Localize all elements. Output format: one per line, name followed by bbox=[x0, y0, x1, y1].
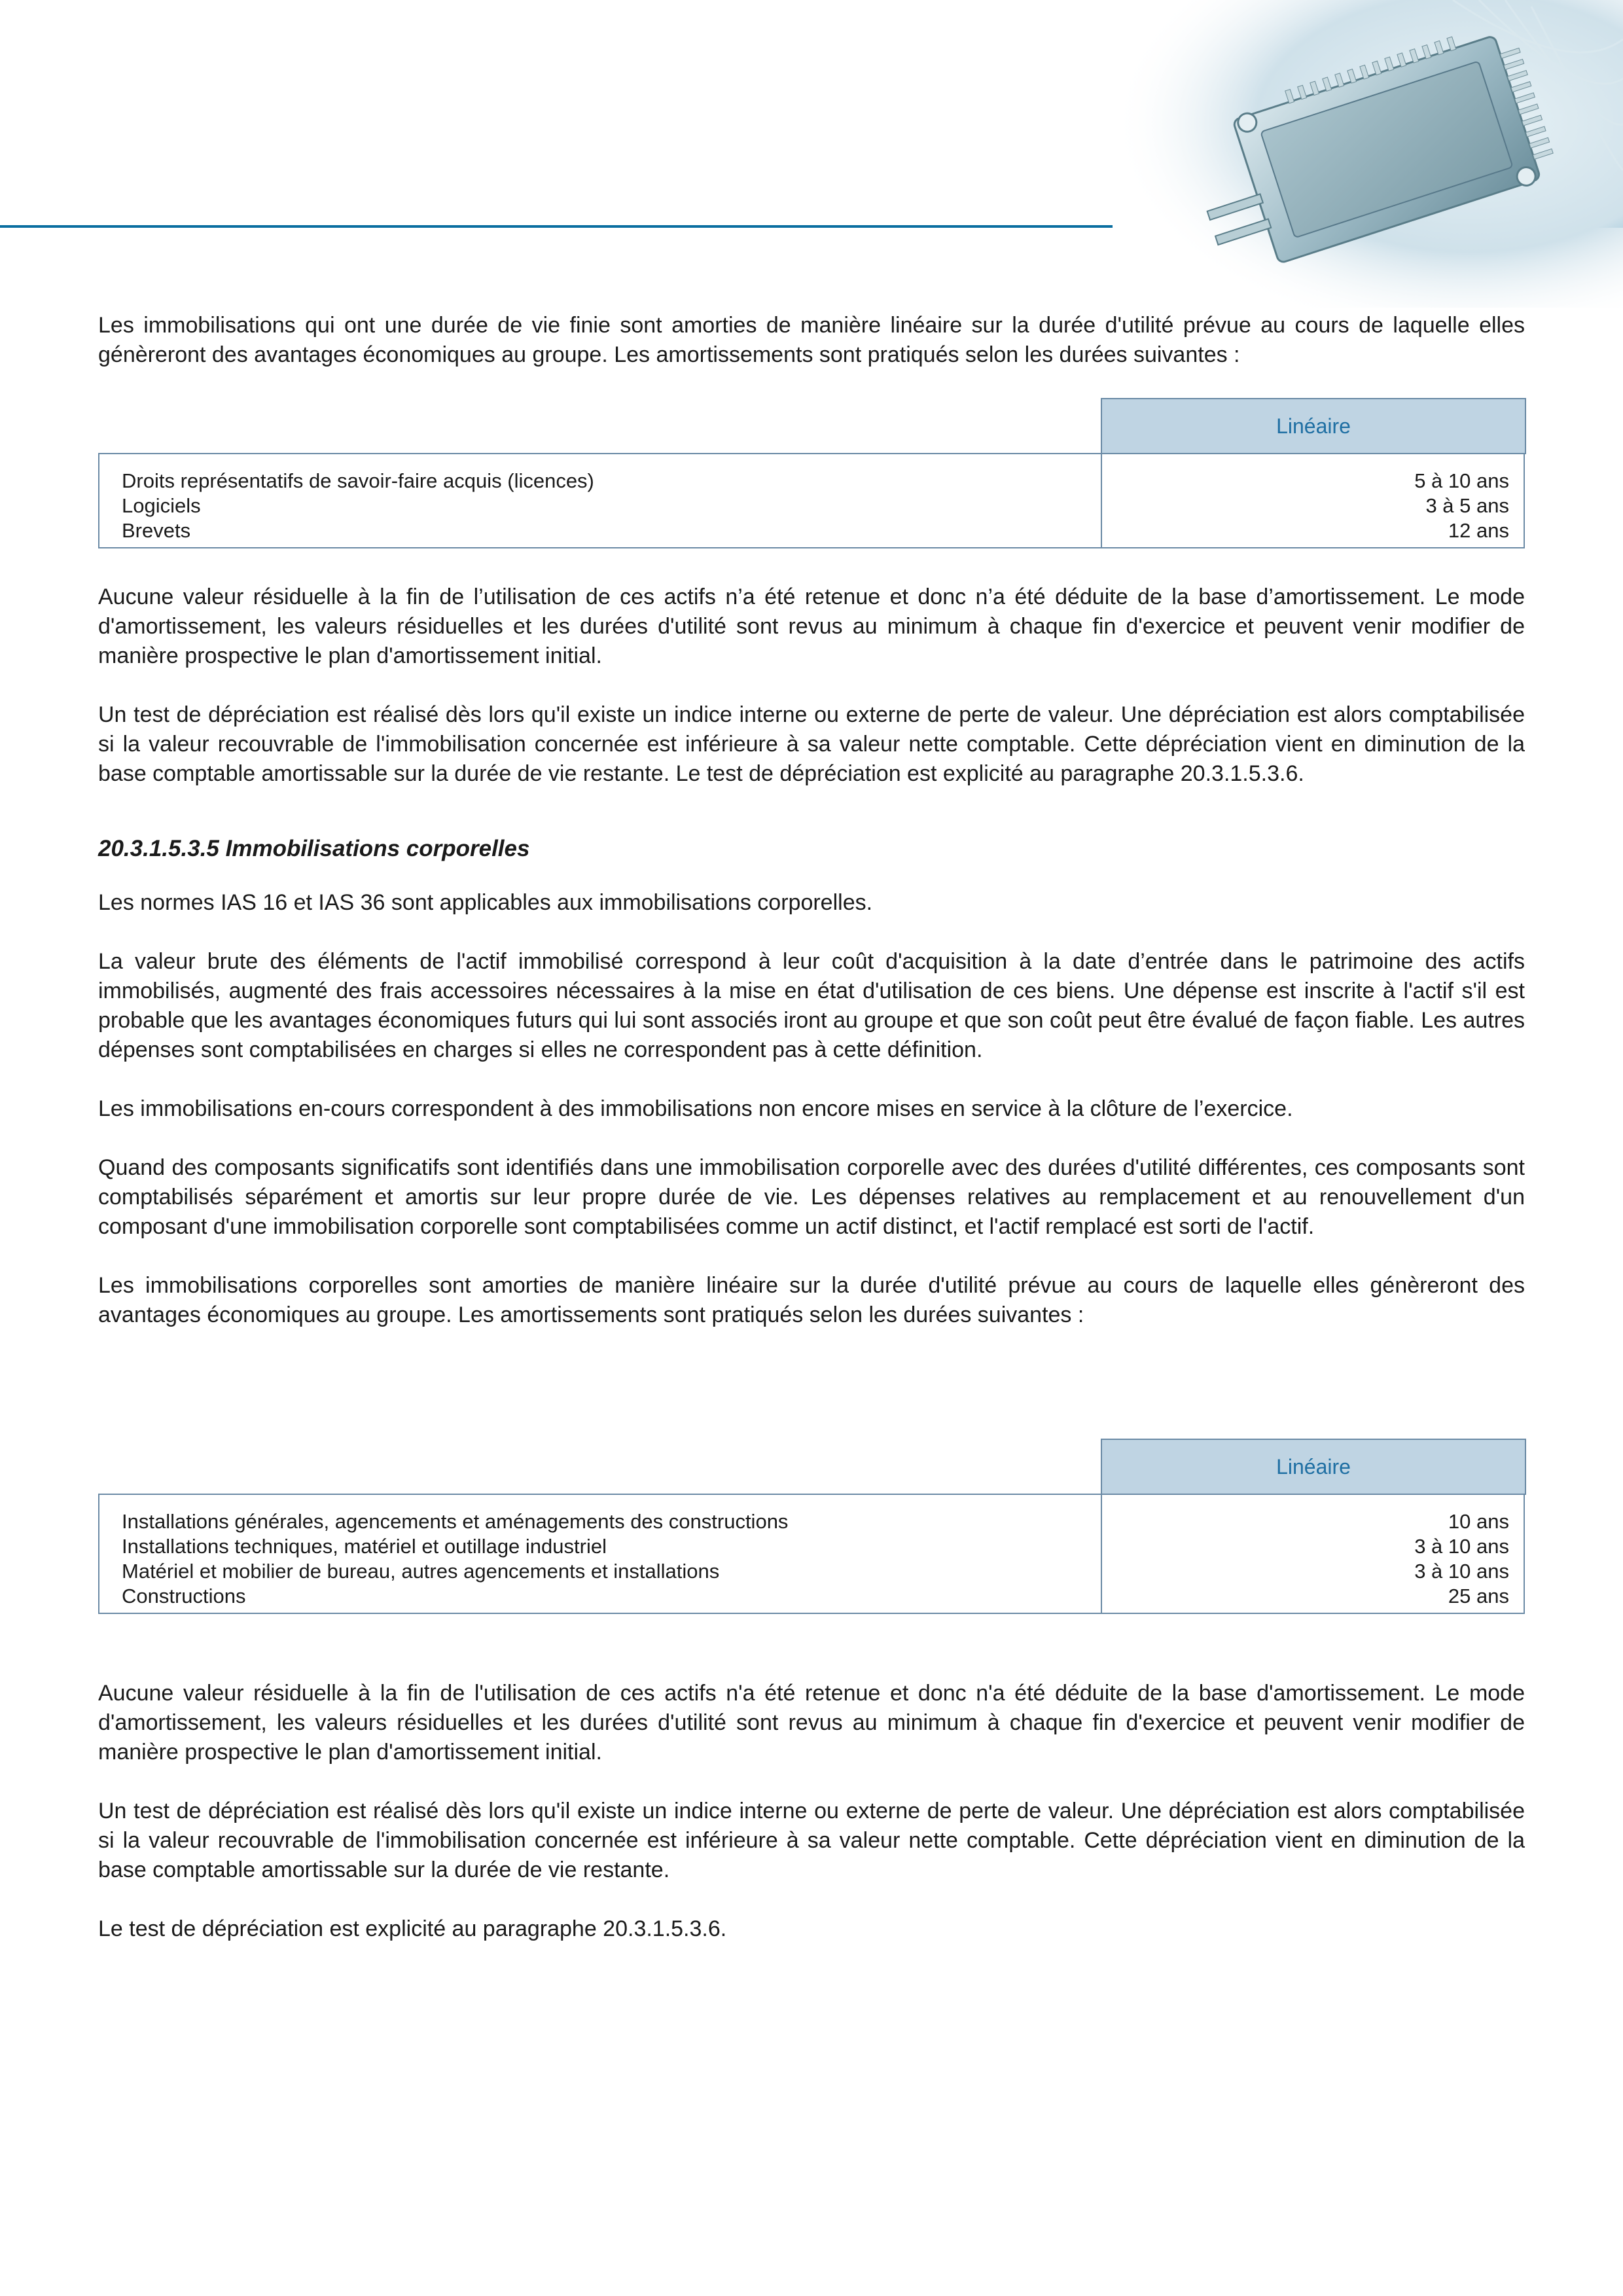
table-row-label: Matériel et mobilier de bureau, autres agencements et installations bbox=[122, 1560, 720, 1583]
table-body bbox=[98, 453, 1525, 548]
table-row-value: 3 à 5 ans bbox=[1425, 494, 1509, 517]
column-divider bbox=[1101, 454, 1102, 547]
components-paragraph: Quand des composants significatifs sont identifiés dans une immobilisation corporelle avec des durées d'utilité différentes, ces composants sont comptabilisés séparément et amortis sur leur propre durée de vie. Les dépenses relatives au remplacement et au renouvellement d'un composant d'une immobilisation corporelle sont comptabilisées comme un actif distinct, et l'actif remplacé est sorti de l'actif. bbox=[98, 1155, 1525, 1239]
table-body bbox=[98, 1494, 1525, 1614]
table-row-value: 25 ans bbox=[1448, 1585, 1509, 1607]
table-labels bbox=[122, 469, 594, 543]
impairment-test-paragraph-2: Un test de dépréciation est réalisé dès lors qu'il existe un indice interne ou externe de perte de valeur. Une dépréciation est alors comptabilisée si la valeur recouvrable de l'immobilisation concernée est inférieure à sa valeur nette comptable. Cette dépréciation vient en diminution de la base comptable amortissable sur la durée de vie restante. bbox=[98, 1799, 1525, 1882]
column-divider bbox=[1101, 1495, 1102, 1613]
table-row-label: Constructions bbox=[122, 1585, 246, 1607]
electronic-module-illustration bbox=[1113, 0, 1623, 308]
table-row-label: Logiciels bbox=[122, 494, 201, 517]
intangible-amortization-table bbox=[98, 398, 1525, 552]
impairment-test-paragraph: Un test de dépréciation est réalisé dès lors qu'il existe un indice interne ou externe de perte de valeur. Une dépréciation est alors comptabilisée si la valeur recouvrable de l'immobilisation concernée est inférieure à sa valeur nette comptable. Cette dépréciation vient en diminution de la base comptable amortissable sur la durée de vie restante. Le test de dépréciation est explicité au paragraphe 20.3.1.5.3.6. bbox=[98, 702, 1525, 786]
table-row-label: Brevets bbox=[122, 519, 191, 542]
residual-value-paragraph: Aucune valeur résiduelle à la fin de l’utilisation de ces actifs n’a été retenue et donc n’a été déduite de la base d’amortissement. Le mode d'amortissement, les valeurs résiduelles et les durées d'utilité sont revus au minimum à chaque fin d'exercice et peuvent venir modifier de manière prospective le plan d'amortissement initial. bbox=[98, 584, 1525, 668]
table-values bbox=[1414, 1509, 1509, 1609]
page-content-2 bbox=[98, 583, 1525, 1330]
table-row-value: 5 à 10 ans bbox=[1414, 469, 1509, 492]
residual-value-paragraph-2: Aucune valeur résiduelle à la fin de l'utilisation de ces actifs n'a été retenue et donc n'a été déduite de la base d'amortissement. Le mode d'amortissement, les valeurs résiduelles et les durées d'utilité sont revus au minimum à chaque fin d'exercice et peuvent venir modifier de manière prospective le plan d'amortissement initial. bbox=[98, 1681, 1525, 1765]
in-progress-paragraph: Les immobilisations en-cours correspondent à des immobilisations non encore mises en service à la clôture de l’exercice. bbox=[98, 1096, 1293, 1121]
table-values bbox=[1414, 469, 1509, 543]
table-row-value: 3 à 10 ans bbox=[1414, 1535, 1509, 1558]
page-content-3 bbox=[98, 1679, 1525, 1944]
table-header-lineaire: Linéaire bbox=[1101, 1439, 1526, 1495]
page-content bbox=[98, 311, 1525, 370]
intro-paragraph: Les immobilisations qui ont une durée de vie finie sont amorties de manière linéaire sur la durée d'utilité prévue au cours de laquelle elles génèreront des avantages économiques au groupe. Les amortissements sont pratiqués selon les durées suivantes : bbox=[98, 313, 1525, 367]
table-row-value: 12 ans bbox=[1448, 519, 1509, 542]
header-rule bbox=[0, 225, 1113, 228]
tangible-amortization-paragraph: Les immobilisations corporelles sont amorties de manière linéaire sur la durée d'utilité prévue au cours de laquelle elles génèreront des avantages économiques au groupe. Les amortissements sont pratiqués selon les durées suivantes : bbox=[98, 1273, 1525, 1327]
table-row-label: Installations générales, agencements et aménagements des constructions bbox=[122, 1510, 789, 1533]
section-heading: 20.3.1.5.3.5 Immobilisations corporelles bbox=[98, 836, 530, 861]
table-row-value: 10 ans bbox=[1448, 1510, 1509, 1533]
tangible-amortization-table bbox=[98, 1439, 1525, 1617]
norms-paragraph: Les normes IAS 16 et IAS 36 sont applicables aux immobilisations corporelles. bbox=[98, 890, 873, 915]
table-labels bbox=[122, 1509, 788, 1609]
table-row-label: Installations techniques, matériel et outillage industriel bbox=[122, 1535, 607, 1558]
table-header-lineaire: Linéaire bbox=[1101, 398, 1526, 454]
table-row-value: 3 à 10 ans bbox=[1414, 1560, 1509, 1583]
table-row-label: Droits représentatifs de savoir-faire acquis (licences) bbox=[122, 469, 594, 492]
impairment-test-reference: Le test de dépréciation est explicité au paragraphe 20.3.1.5.3.6. bbox=[98, 1916, 727, 1941]
gross-value-paragraph: La valeur brute des éléments de l'actif immobilisé correspond à leur coût d'acquisition à la date d’entrée dans le patrimoine des actifs immobilisés, augmenté des frais accessoires nécessaires à la mise en état d'utilisation de ces biens. Une dépense est inscrite à l'actif s'il est probable que les avantages économiques futurs qui lui sont associés iront au groupe et que son coût peut être évalué de façon fiable. Les autres dépenses sont comptabilisées en charges si elles ne correspondent pas à cette définition. bbox=[98, 949, 1525, 1062]
